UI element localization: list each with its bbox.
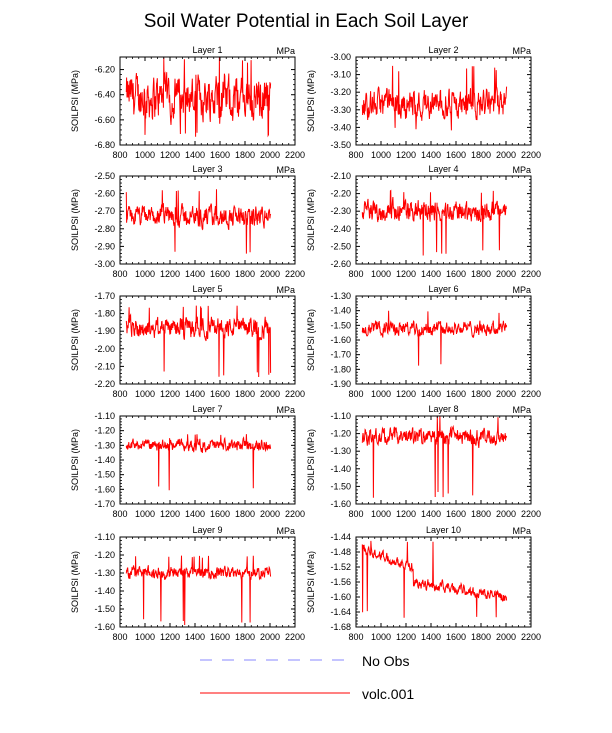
x-tick-label: 2000 (259, 632, 281, 642)
y-tick-label: -1.30 (330, 446, 351, 457)
panel-1 (70, 45, 305, 160)
x-tick-label: 1400 (184, 632, 206, 642)
y-tick-label: -1.50 (94, 604, 115, 614)
y-axis-label: SOILPSI (MPa) (70, 188, 80, 252)
plot-frame (356, 296, 531, 384)
y-tick-label: -1.60 (330, 499, 351, 509)
y-tick-label: -1.30 (94, 568, 115, 578)
y-tick-label: -1.20 (94, 550, 115, 560)
panel-title: Layer 2 (428, 45, 459, 55)
y-tick-label: -2.90 (94, 241, 115, 252)
x-tick-label: 1200 (395, 389, 417, 399)
y-tick-label: -3.50 (330, 140, 351, 150)
x-tick-label: 2200 (520, 509, 542, 519)
x-tick-label: 2000 (495, 269, 517, 279)
series-line-volc.001 (362, 541, 506, 618)
panel-title: Layer 6 (428, 284, 459, 294)
x-tick-label: 2000 (259, 269, 281, 279)
x-tick-label: 1600 (209, 632, 231, 642)
panel-title: Layer 4 (428, 164, 459, 174)
x-tick-label: 1200 (159, 389, 181, 399)
y-axis-label: SOILPSI (MPa) (306, 428, 316, 492)
y-tick-label: -2.20 (94, 379, 115, 389)
panel-units: MPa (276, 405, 295, 415)
x-tick-label: 1600 (445, 632, 467, 642)
x-tick-label: 800 (112, 150, 128, 160)
y-tick-label: -1.48 (330, 547, 351, 557)
panel-title: Layer 10 (425, 525, 462, 535)
y-tick-label: -1.60 (94, 622, 115, 632)
panel-7 (70, 404, 305, 519)
x-tick-label: 2200 (520, 389, 542, 399)
x-tick-label: 2200 (284, 269, 306, 279)
y-tick-label: -1.20 (94, 425, 115, 436)
y-tick-label: -1.50 (94, 469, 115, 480)
panel-6 (306, 284, 541, 399)
x-tick-label: 800 (112, 632, 128, 642)
y-tick-label: -2.30 (330, 206, 351, 217)
y-tick-label: -1.70 (94, 291, 115, 301)
panel-title: Layer 9 (192, 525, 223, 535)
y-tick-label: -2.00 (94, 343, 115, 354)
y-axis-label: SOILPSI (MPa) (70, 69, 80, 133)
x-tick-label: 2200 (520, 632, 542, 642)
y-tick-label: -1.40 (330, 463, 351, 474)
panel-3 (70, 164, 305, 279)
panel-title: Layer 1 (192, 45, 223, 55)
series-line-volc.001 (362, 416, 506, 498)
panel-units: MPa (276, 285, 295, 295)
panel-units: MPa (512, 405, 531, 415)
x-tick-label: 1600 (445, 509, 467, 519)
y-axis-label: SOILPSI (MPa) (306, 550, 316, 614)
y-tick-label: -1.70 (94, 499, 115, 509)
x-tick-label: 2000 (495, 389, 517, 399)
panel-units: MPa (512, 165, 531, 175)
series-line-volc.001 (362, 66, 506, 130)
y-tick-label: -1.70 (330, 349, 351, 360)
y-tick-label: -2.50 (94, 171, 115, 181)
y-tick-label: -3.10 (330, 69, 351, 80)
panel-title: Layer 8 (428, 404, 459, 414)
y-tick-label: -1.30 (330, 291, 351, 301)
x-tick-label: 1400 (420, 269, 442, 279)
y-tick-label: -1.56 (330, 577, 351, 587)
x-tick-label: 1600 (209, 509, 231, 519)
y-tick-label: -2.60 (330, 259, 351, 269)
series-line-volc.001 (126, 189, 270, 253)
series-line-volc.001 (362, 311, 506, 366)
y-tick-label: -3.40 (330, 122, 351, 133)
y-tick-label: -2.10 (330, 171, 351, 181)
x-tick-label: 1400 (420, 389, 442, 399)
panel-9 (70, 525, 305, 642)
x-tick-label: 1200 (159, 632, 181, 642)
panel-10 (306, 525, 541, 642)
y-tick-label: -2.10 (94, 361, 115, 372)
x-tick-label: 1800 (470, 509, 492, 519)
y-tick-label: -1.30 (94, 440, 115, 451)
y-tick-label: -1.44 (330, 532, 351, 542)
y-tick-label: -1.40 (94, 455, 115, 465)
legend (200, 653, 414, 702)
y-tick-label: -1.80 (330, 364, 351, 375)
series-line-volc.001 (362, 191, 506, 256)
y-tick-label: -1.50 (330, 481, 351, 492)
y-tick-label: -2.20 (330, 188, 351, 199)
x-tick-label: 1200 (395, 269, 417, 279)
y-axis-label: SOILPSI (MPa) (70, 428, 80, 492)
x-tick-label: 1800 (470, 389, 492, 399)
x-tick-label: 1800 (470, 150, 492, 160)
x-tick-label: 1600 (209, 389, 231, 399)
x-tick-label: 800 (112, 389, 128, 399)
x-tick-label: 1400 (184, 389, 206, 399)
x-tick-label: 1800 (470, 269, 492, 279)
y-tick-label: -6.40 (94, 89, 115, 100)
x-tick-label: 1000 (370, 150, 392, 160)
x-tick-label: 1000 (370, 269, 392, 279)
y-tick-label: -1.90 (94, 326, 115, 337)
y-tick-label: -6.20 (94, 64, 115, 75)
panel-5 (70, 284, 305, 399)
y-tick-label: -2.60 (94, 188, 115, 199)
y-tick-label: -1.60 (94, 484, 115, 495)
y-tick-label: -1.64 (330, 607, 351, 617)
series-line-volc.001 (126, 556, 270, 625)
x-tick-label: 1400 (420, 509, 442, 519)
x-tick-label: 2000 (259, 389, 281, 399)
x-tick-label: 800 (348, 150, 364, 160)
panel-units: MPa (276, 46, 295, 56)
y-axis-label: SOILPSI (MPa) (306, 188, 316, 252)
legend-model-label: volc.001 (362, 686, 415, 702)
series-line-volc.001 (126, 57, 270, 137)
x-tick-label: 2200 (284, 150, 306, 160)
x-tick-label: 1000 (134, 632, 156, 642)
y-tick-label: -1.10 (94, 532, 115, 542)
x-tick-label: 1600 (445, 150, 467, 160)
y-tick-label: -3.20 (330, 87, 351, 98)
x-tick-label: 2000 (495, 150, 517, 160)
x-tick-label: 1800 (234, 150, 256, 160)
x-tick-label: 1800 (234, 632, 256, 642)
x-tick-label: 800 (112, 509, 128, 519)
x-tick-label: 800 (348, 509, 364, 519)
y-tick-label: -3.30 (330, 104, 351, 115)
x-tick-label: 1200 (395, 632, 417, 642)
x-tick-label: 1000 (370, 632, 392, 642)
x-tick-label: 1600 (209, 150, 231, 160)
panel-units: MPa (276, 526, 295, 536)
x-tick-label: 1200 (159, 269, 181, 279)
x-tick-label: 1400 (184, 269, 206, 279)
series-line-volc.001 (126, 434, 270, 490)
panel-title: Layer 7 (192, 404, 223, 414)
x-tick-label: 1800 (234, 509, 256, 519)
figure-title: Soil Water Potential in Each Soil Layer (143, 11, 469, 32)
y-tick-label: -1.80 (94, 308, 115, 319)
x-tick-label: 2200 (284, 509, 306, 519)
panel-title: Layer 5 (192, 284, 223, 294)
x-tick-label: 1800 (234, 389, 256, 399)
panel-units: MPa (512, 285, 531, 295)
x-tick-label: 1200 (159, 509, 181, 519)
x-tick-label: 2200 (284, 632, 306, 642)
x-tick-label: 800 (348, 389, 364, 399)
x-tick-label: 1200 (395, 509, 417, 519)
plot-frame (120, 537, 295, 627)
y-tick-label: -6.80 (94, 140, 115, 150)
x-tick-label: 1000 (370, 389, 392, 399)
y-axis-label: SOILPSI (MPa) (70, 550, 80, 614)
x-tick-label: 2200 (284, 389, 306, 399)
plot-frame (120, 416, 295, 504)
y-tick-label: -1.50 (330, 320, 351, 331)
y-tick-label: -1.10 (330, 411, 351, 421)
panel-units: MPa (512, 526, 531, 536)
y-axis-label: SOILPSI (MPa) (306, 308, 316, 372)
y-tick-label: -2.80 (94, 223, 115, 234)
y-tick-label: -1.10 (94, 411, 115, 421)
y-axis-label: SOILPSI (MPa) (306, 69, 316, 133)
y-tick-label: -1.60 (330, 335, 351, 345)
y-tick-label: -1.20 (330, 428, 351, 439)
x-tick-label: 1400 (420, 632, 442, 642)
y-tick-label: -3.00 (330, 52, 351, 62)
x-tick-label: 800 (112, 269, 128, 279)
x-tick-label: 2000 (495, 509, 517, 519)
y-tick-label: -2.50 (330, 241, 351, 252)
x-tick-label: 1400 (184, 509, 206, 519)
x-tick-label: 800 (348, 632, 364, 642)
y-axis-label: SOILPSI (MPa) (70, 308, 80, 372)
y-tick-label: -1.40 (94, 586, 115, 596)
x-tick-label: 2000 (259, 150, 281, 160)
legend-obs-label: No Obs (362, 653, 410, 669)
panel-2 (306, 45, 541, 160)
x-tick-label: 1000 (134, 389, 156, 399)
y-tick-label: -2.40 (330, 223, 351, 234)
x-tick-label: 800 (348, 269, 364, 279)
y-tick-label: -1.60 (330, 592, 351, 602)
y-tick-label: -3.00 (94, 259, 115, 269)
panel-title: Layer 3 (192, 164, 223, 174)
y-tick-label: -1.52 (330, 562, 351, 572)
x-tick-label: 2000 (259, 509, 281, 519)
panel-units: MPa (276, 165, 295, 175)
y-tick-label: -2.70 (94, 206, 115, 217)
x-tick-label: 2200 (520, 150, 542, 160)
y-tick-label: -1.68 (330, 622, 351, 632)
plot-frame (356, 537, 531, 627)
x-tick-label: 1800 (234, 269, 256, 279)
x-tick-label: 1400 (184, 150, 206, 160)
x-tick-label: 1000 (134, 509, 156, 519)
x-tick-label: 2200 (520, 269, 542, 279)
y-tick-label: -1.40 (330, 305, 351, 316)
y-tick-label: -6.60 (94, 114, 115, 125)
x-tick-label: 1800 (470, 632, 492, 642)
x-tick-label: 1200 (159, 150, 181, 160)
x-tick-label: 2000 (495, 632, 517, 642)
x-tick-label: 1000 (370, 509, 392, 519)
panels (70, 45, 541, 642)
panel-8 (306, 404, 541, 519)
x-tick-label: 1000 (134, 269, 156, 279)
x-tick-label: 1600 (445, 269, 467, 279)
x-tick-label: 1600 (209, 269, 231, 279)
x-tick-label: 1200 (395, 150, 417, 160)
x-tick-label: 1600 (445, 389, 467, 399)
series-line-volc.001 (126, 306, 270, 377)
y-tick-label: -1.90 (330, 379, 351, 389)
x-tick-label: 1000 (134, 150, 156, 160)
panel-4 (306, 164, 541, 279)
x-tick-label: 1400 (420, 150, 442, 160)
panel-units: MPa (512, 46, 531, 56)
